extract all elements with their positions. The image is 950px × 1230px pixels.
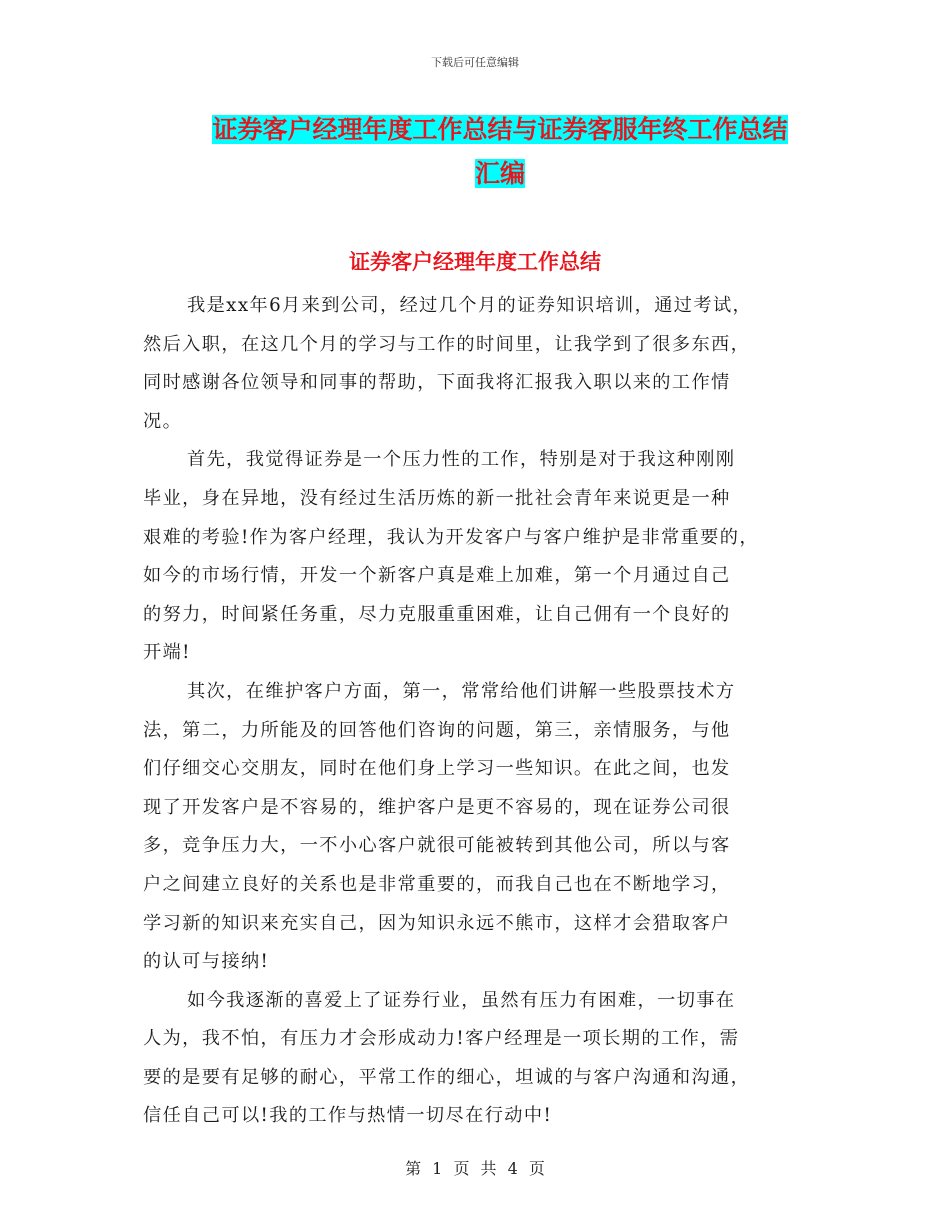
body-line: 其次，在维护客户方面，第一，常常给他们讲解一些股票技术方 bbox=[187, 680, 736, 702]
document-title-line-1: 证券客户经理年度工作总结与证券客服年终工作总结 bbox=[212, 115, 788, 144]
body-line: 人为，我不怕，有压力才会形成动力!客户经理是一项长期的工作，需 bbox=[143, 1028, 740, 1050]
body-line: 同时感谢各位领导和同事的帮助，下面我将汇报我入职以来的工作情 bbox=[143, 372, 731, 394]
document-title-line-2: 汇编 bbox=[474, 159, 525, 188]
body-line: 况。 bbox=[143, 410, 183, 432]
body-line: 如今我逐渐的喜爱上了证券行业，虽然有压力有困难，一切事在 bbox=[187, 989, 736, 1011]
body-line: 多，竞争压力大，一不小心客户就很可能被转到其他公司，所以与客 bbox=[143, 835, 731, 857]
document-body bbox=[143, 287, 818, 1136]
body-line: 我是xx年6月来到公司，经过几个月的证券知识培训，通过考试， bbox=[187, 295, 753, 316]
body-line: 的认可与接纳! bbox=[143, 951, 270, 973]
document-title bbox=[150, 108, 850, 196]
body-line: 现了开发客户是不容易的，维护客户是更不容易的，现在证券公司很 bbox=[143, 796, 731, 818]
body-line: 信任自己可以!我的工作与热情一切尽在行动中! bbox=[143, 1105, 553, 1127]
header-note: 下载后可任意编辑 bbox=[431, 56, 519, 69]
body-line: 们仔细交心交朋友，同时在他们身上学习一些知识。在此之间，也发 bbox=[143, 758, 731, 780]
body-line: 户之间建立良好的关系也是非常重要的，而我自己也在不断地学习， bbox=[143, 873, 731, 895]
body-line: 开端! bbox=[143, 642, 191, 664]
page-footer: 第 1 页 共 4 页 bbox=[405, 1159, 545, 1178]
body-line: 法，第二，力所能及的回答他们咨询的问题，第三，亲情服务，与他 bbox=[143, 719, 731, 741]
section-title: 证券客户经理年度工作总结 bbox=[349, 250, 601, 274]
body-line: 学习新的知识来充实自己，因为知识永远不熊市，这样才会猎取客户 bbox=[143, 912, 731, 934]
body-line: 的努力，时间紧任务重，尽力克服重重困难，让自己佣有一个良好的 bbox=[143, 603, 731, 625]
body-line: 然后入职，在这几个月的学习与工作的时间里，让我学到了很多东西， bbox=[143, 333, 751, 355]
body-line: 要的是要有足够的耐心，平常工作的细心，坦诚的与客户沟通和沟通， bbox=[143, 1066, 751, 1088]
body-line: 首先，我觉得证券是一个压力性的工作，特别是对于我这种刚刚 bbox=[187, 449, 736, 471]
body-line: 如今的市场行情，开发一个新客户真是难上加难，第一个月通过自己 bbox=[143, 565, 731, 587]
body-line: 毕业，身在异地，没有经过生活历炼的新一批社会青年来说更是一种 bbox=[143, 487, 731, 509]
body-line: 艰难的考验!作为客户经理，我认为开发客户与客户维护是非常重要的， bbox=[143, 526, 759, 548]
